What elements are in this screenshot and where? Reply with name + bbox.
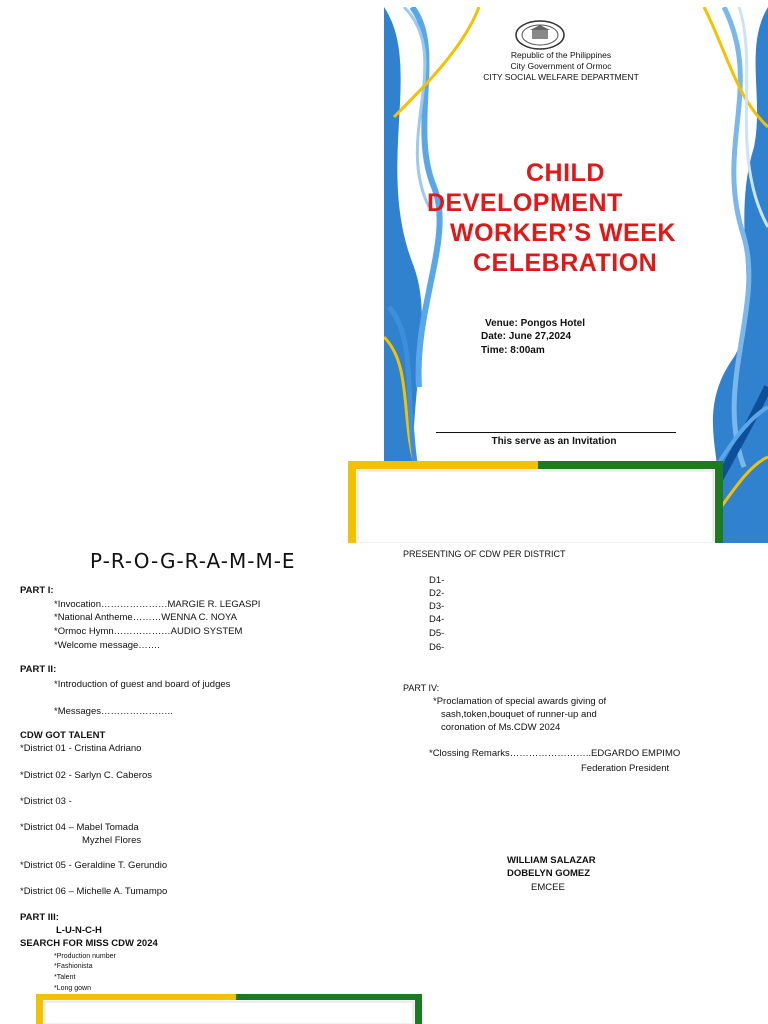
- part2-messages: *Messages…………………..: [54, 706, 173, 717]
- district-4: *District 04 – Mabel Tomada: [20, 822, 139, 833]
- part1-heading: PART I:: [20, 585, 54, 596]
- lunch-text: L-U-N-C-H: [56, 925, 102, 936]
- d6: D6-: [429, 642, 445, 653]
- d2: D2-: [429, 588, 445, 599]
- signature-line: [436, 432, 676, 433]
- d4: D4-: [429, 614, 445, 625]
- d5: D5-: [429, 628, 445, 639]
- district-3: *District 03 -: [20, 796, 72, 807]
- date-text: Date: June 27,2024: [481, 331, 572, 342]
- emcee-label: EMCEE: [531, 882, 565, 893]
- proclamation-line-2: sash,token,bouquet of runner-up and: [441, 709, 597, 720]
- part3-heading: PART III:: [20, 912, 59, 923]
- part2-intro: *Introduction of guest and board of judges: [54, 679, 231, 690]
- closing-remarks: *Clossing Remarks……………………..EDGARDO EMPIMO: [429, 748, 681, 759]
- title-line-1: CHILD: [526, 159, 605, 187]
- part1-item-4: *Welcome message…….: [54, 640, 160, 651]
- proclamation-line-3: coronation of Ms.CDW 2024: [441, 722, 561, 733]
- district-4-second: Myzhel Flores: [82, 835, 142, 846]
- closing-title: Federation President: [581, 763, 670, 774]
- venue-text: Venue: Pongos Hotel: [485, 318, 586, 329]
- district-1: *District 01 - Cristina Adriano: [20, 743, 142, 754]
- search-item-2: *Fashionista: [54, 963, 93, 970]
- emcee-name-1: WILLIAM SALAZAR: [507, 855, 596, 866]
- header-line-1: Republic of the Philippines: [510, 50, 612, 60]
- part1-item-2: *National Antheme………WENNA C. NOYA: [54, 612, 238, 623]
- programme-title: P-R-O-G-R-A-M-M-E: [90, 549, 296, 573]
- time-text: Time: 8:00am: [481, 345, 545, 356]
- district-5: *District 05 - Geraldine T. Gerundio: [20, 860, 168, 871]
- emcee-name-2: DOBELYN GOMEZ: [507, 868, 591, 879]
- part1-item-3: *Ormoc Hymn………………AUDIO SYSTEM: [54, 626, 243, 637]
- d3: D3-: [429, 601, 445, 612]
- proclamation-line-1: *Proclamation of special awards giving of: [433, 696, 607, 707]
- invitation-note: This serve as an Invitation: [491, 436, 617, 447]
- part4-heading: PART IV:: [403, 683, 440, 693]
- part2-heading: PART II:: [20, 664, 57, 675]
- card-frame-top: [348, 461, 723, 543]
- search-item-4: *Long gown: [54, 985, 91, 992]
- card-frame-bottom: [36, 994, 422, 1024]
- header-line-2: City Government of Ormoc: [510, 61, 612, 71]
- city-seal-icon: [514, 19, 566, 51]
- title-line-3: WORKER’S WEEK: [450, 219, 676, 247]
- header-line-3: CITY SOCIAL WELFARE DEPARTMENT: [483, 72, 639, 82]
- presenting-heading: PRESENTING OF CDW PER DISTRICT: [403, 549, 566, 559]
- district-6: *District 06 – Michelle A. Tumampo: [20, 886, 168, 897]
- d1: D1-: [429, 575, 445, 586]
- part1-item-1: *Invocation…………………MARGIE R. LEGASPI: [54, 599, 261, 610]
- search-heading: SEARCH FOR MISS CDW 2024: [20, 938, 158, 949]
- district-2: *District 02 - Sarlyn C. Caberos: [20, 770, 152, 781]
- search-item-1: *Production number: [54, 953, 116, 960]
- title-line-2: DEVELOPMENT: [427, 189, 623, 217]
- title-line-4: CELEBRATION: [473, 249, 658, 277]
- talent-heading: CDW GOT TALENT: [20, 730, 106, 741]
- search-item-3: *Talent: [54, 974, 76, 981]
